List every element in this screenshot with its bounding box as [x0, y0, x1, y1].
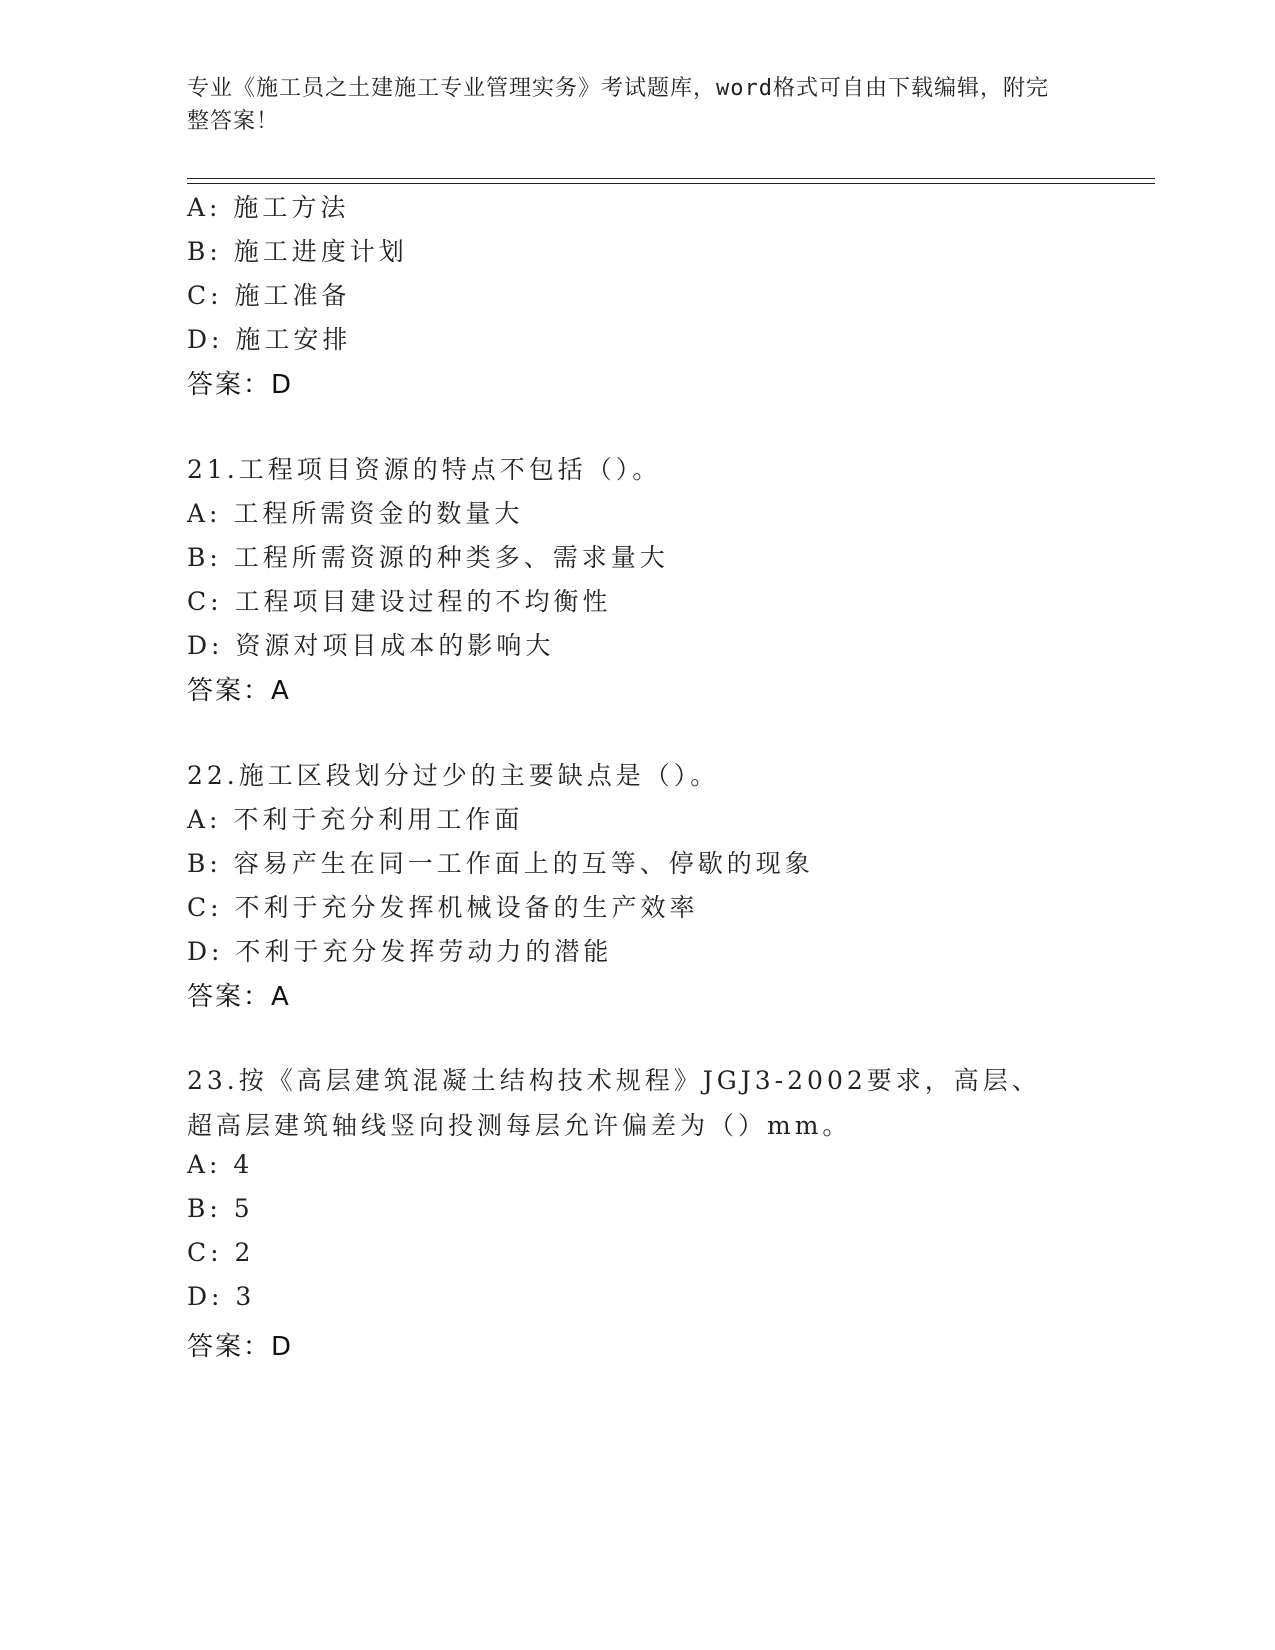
option-b: B: 容易产生在同一工作面上的互等、停歇的现象: [187, 849, 814, 878]
question-text: 22.施工区段划分过少的主要缺点是（）。: [187, 761, 720, 790]
option-d: D: 施工安排: [187, 325, 352, 354]
question-text: 23.按《高层建筑混凝土结构技术规程》JGJ3-2002要求，高层、超高层建筑轴线竖向投测每层允许偏差为（）mm。: [187, 1066, 1041, 1140]
question-text: 21.工程项目资源的特点不包括（）。: [187, 455, 662, 484]
option-d: D: 3: [187, 1282, 256, 1311]
option-a: A: 施工方法: [187, 193, 350, 222]
option-b: B: 5: [187, 1194, 254, 1223]
option-b: B: 施工进度计划: [187, 237, 408, 266]
option-c: C: 2: [187, 1238, 255, 1267]
document-header: 专业《施工员之土建施工专业管理实务》考试题库，word格式可自由下载编辑，附完整答案！: [187, 76, 1049, 134]
header-divider-bottom: [187, 183, 1155, 184]
option-b: B: 工程所需资源的种类多、需求量大: [187, 543, 669, 572]
option-d: D: 不利于充分发挥劳动力的潜能: [187, 937, 613, 966]
option-a: A: 4: [187, 1150, 254, 1179]
option-a: A: 不利于充分利用工作面: [187, 805, 524, 834]
header-divider-top: [187, 178, 1155, 179]
option-c: C: 工程项目建设过程的不均衡性: [187, 587, 612, 616]
answer-label: 答案：A: [187, 676, 291, 706]
option-a: A: 工程所需资金的数量大: [187, 499, 524, 528]
answer-label: 答案：D: [187, 1332, 294, 1362]
option-c: C: 施工准备: [187, 281, 351, 310]
answer-label: 答案：A: [187, 982, 291, 1012]
option-d: D: 资源对项目成本的影响大: [187, 631, 555, 660]
option-c: C: 不利于充分发挥机械设备的生产效率: [187, 893, 699, 922]
answer-label: 答案：D: [187, 370, 294, 400]
